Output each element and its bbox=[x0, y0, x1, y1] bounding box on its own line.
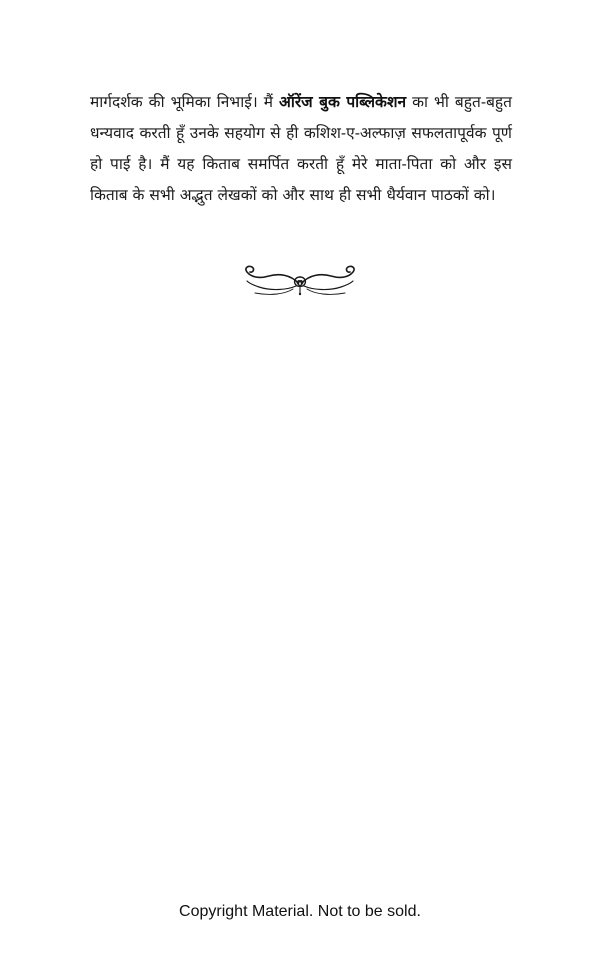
acknowledgement-paragraph bbox=[90, 86, 512, 211]
paragraph-text-end: का भी बहुत-बहुत धन्यवाद करती हूँ उनके सहयोग से ही कशिश-ए-अल्फाज़ सफलतापूर्वक पूर्ण हो पाई है। मैं यह किताब समर्पित करती हूँ मेरे माता-पिता को और इस किताब के सभी अद्भुत लेखकों को और साथ ही सभी धैर्यवान पाठकों को। bbox=[90, 93, 512, 204]
flourish-divider-icon bbox=[241, 263, 359, 297]
publisher-name: ऑरेंज बुक पब्लिकेशन bbox=[278, 92, 407, 111]
copyright-notice: Copyright Material. Not to be sold. bbox=[179, 903, 421, 920]
paragraph-text-start: मार्गदर्शक की भूमिका निभाई। मैं bbox=[90, 93, 279, 111]
